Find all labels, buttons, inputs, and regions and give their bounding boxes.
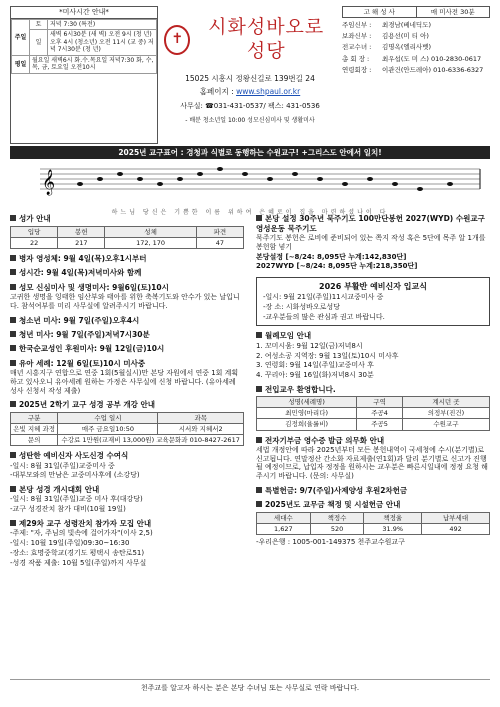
newcomer-header: 성명(세례명): [257, 397, 357, 408]
monthly-line: 2. 여성소공 지역장: 9월 13일(토)10시 미사후: [256, 351, 399, 360]
parish-logo-icon: ✝: [164, 25, 190, 55]
footer-contact: 천주교를 알고자 하시는 분은 본당 수녀님 또는 사무실로 연락 바랍니다.: [10, 679, 490, 693]
notice-text: 고귀한 생명을 잉태한 임산부와 태아를 위한 축복기도와 안수가 있는 날입니다. 참석여부를 미리 사무실에 알려주시기 바랍니다.: [10, 293, 240, 310]
burden-header: 세대수: [257, 512, 311, 523]
bible-cell: 시서와 지혜서2: [158, 423, 244, 434]
monthly-line: 4. 꾸리아: 9월 16일(화)저녁8시 30분: [256, 371, 374, 379]
newcomer-title: 전입교우 환영합니다.: [256, 385, 490, 394]
monthly-line: 1. 꼬미시움: 9월 12일(금)저녁8시: [256, 341, 363, 350]
catechumen-line: -교우분들의 많은 관심과 권고 바랍니다.: [263, 312, 385, 321]
burden-value: 492: [422, 523, 490, 534]
festival-title: 제29차 교구 성령잔치 참가자 모집 안내: [10, 519, 244, 528]
newcomer-cell: 의정부(진건): [402, 408, 489, 419]
newcomer-cell: 주공5: [357, 419, 403, 430]
mass-time-sun: 새벽 6시30분 (새 벽) 오전 9시 (청 년) 오후 4시 (청소년) 오전 11시 (교 중) 저녁 7시30분 (청 년): [48, 30, 157, 56]
hymn-value: 172, 170: [105, 237, 196, 248]
rosary-title: 본당 설정 30주년 묵주기도 100만단봉헌 2027(WYD) 수원교구 영성운동 묵주기도: [256, 214, 485, 233]
confession-label: 고 해 성 사: [343, 7, 417, 17]
parish-phones: 사무실: ☎031-431-0537/ 팩스: 431-0536: [180, 102, 320, 111]
catechumen-line: -장 소: 시화성바오로성당: [263, 302, 340, 311]
newcomer-cell: 김정희(율롤비): [257, 419, 357, 430]
staff-key: 보좌신부 :: [342, 32, 372, 41]
music-notation-icon: [10, 161, 490, 205]
mass-group-sunday: 주일: [12, 19, 30, 55]
parish-address: 15025 시흥시 정왕신길로 139번길 24: [185, 73, 315, 83]
newcomer-cell: 최민영(마리다): [257, 408, 357, 419]
monthly-line: 3. 연령회: 9월 14일(주일)교중미사 후: [256, 361, 374, 370]
staff-value: 김명옥(엘리사벳): [382, 43, 432, 52]
staff-value: 김용선(미 티 아): [382, 32, 429, 41]
mass-group-weekday: 평일: [12, 55, 30, 73]
monthly-title: 월례모임 안내: [256, 331, 490, 340]
diocese-slogan: 2025년 교구표어 : 경청과 식별로 동행하는 수원교구! +그리스도 안에서 일치!: [10, 146, 490, 159]
parish-name: 시화성바오로 성당: [208, 16, 325, 62]
bank-account: -우리은행 : 1005-001-149375 천주교수원교구: [256, 537, 405, 546]
bible-cell: 매주 금요일10:50: [58, 423, 158, 434]
hymn-lyrics: 하느님 당신은 기쁨한 이름 위하여 은혜로이 집을 마련하셨나이 다: [111, 209, 389, 217]
festival-line: -장소: 효명중학교(경기도 평택시 송탄로51): [10, 548, 145, 557]
catechumen-box: [256, 277, 490, 326]
special-collection: 특별헌금: 9/7(주일)사제양성 후원2차헌금: [256, 486, 490, 495]
rosary-text: 묵주기도 봉헌은 로비에 준비되어 있는 쪽지 작성 혹은 5단에 목주 알 1개를 봉헌함 넣기: [256, 234, 486, 251]
homepage-link[interactable]: www.shpaul.or.kr: [236, 86, 301, 96]
hymn-table: [10, 226, 244, 249]
bible-study-table: [10, 412, 244, 446]
rosary-count: 2027WYD [~8/24: 8,095단 누계:218,350단]: [256, 262, 418, 271]
burden-header: 책정수: [310, 512, 364, 523]
mass-day-sun: 일: [30, 30, 48, 56]
right-column: [250, 209, 490, 567]
bible-study-title: 2025년 2학기 교구 성경 공부 개강 안내: [10, 400, 244, 409]
festival-line: -성경 작품 제출: 10월 5일(주일)까지 사무실: [10, 558, 147, 567]
content-columns: [10, 209, 490, 567]
music-staff: [10, 161, 490, 217]
staff-key: 총 회 장 :: [342, 54, 370, 63]
burden-value: 31.9%: [364, 523, 422, 534]
contest-line: -교구 성경잔치 참가 대비(10월 19일): [10, 505, 126, 514]
header: [10, 6, 490, 144]
staff-key: 연령회장 :: [342, 65, 372, 74]
mass-time-weekday: 월요일 새벽6시 화.수.목요일 저녁7:30 화, 수, 목, 금, 토요일 오전10시: [30, 55, 157, 73]
burden-value: 1,627: [257, 523, 311, 534]
newcomer-cell: 주공4: [357, 408, 403, 419]
mass-table: [11, 19, 157, 74]
tax-text: 세법 개정안에 따라 2025년부터 모든 봉헌내역이 국세청에 수시(분기별)로 신고됩니다. 연말정산 간소화 자료제출(연1회)과 달리 분기별로 신고가 진행될 예정이므로, 납입자 정정을 원하시는 교우분은 빠른시일내에 정정 요청 해 주시기 바랍니다. (문의: 사무실): [256, 445, 488, 481]
staff-box: [342, 6, 490, 144]
homepage-label: 홈페이지 :: [199, 86, 234, 96]
hymn-header: 파견: [196, 226, 243, 237]
catechumen-line: -일시: 9월 21일(주일)11시교중미사 중: [263, 293, 384, 302]
staff-value: 이관건(안드레아) 010-6336-6327: [382, 65, 484, 74]
staff-value: 최우섭(도 미 스) 010-2830-0617: [382, 54, 482, 63]
hymn-header: 봉헌: [58, 226, 105, 237]
burden-value: 520: [310, 523, 364, 534]
hymn-header: 성체: [105, 226, 196, 237]
burden-title: 2025년도 교무금 책정 및 시설헌금 안내: [256, 500, 490, 509]
bible-cell: 문의: [11, 435, 58, 446]
burden-table: [256, 512, 490, 535]
festival-line: -주제: "자, 주님의 빛속에 걸어가자"(이사 2,5): [10, 529, 153, 538]
bible-header: 구분: [11, 412, 58, 423]
staff-value: 최경남(베네딕도): [382, 21, 432, 30]
staff-key: 전교수녀 :: [342, 43, 372, 52]
hymn-value: 22: [11, 237, 58, 248]
confession-time: 매 미사전 30분: [430, 8, 475, 16]
notice-item: 유아 세례: 12월 6일(토)10시 미사중: [10, 359, 244, 368]
rosary-count: 본당설정 [~8/24: 8,095단 누계:142,830단]: [256, 252, 407, 261]
creed-line: -일시: 8월 31일(주일)교중미사 중: [10, 461, 115, 470]
newcomer-cell: 수원교구: [402, 419, 489, 430]
header-notice: - 배분 청소년일 10:00 성모신심미사 및 생활미사: [185, 117, 315, 124]
hymn-guide-title: 성가 안내: [10, 214, 244, 223]
bible-cell: 은빛 지혜 과정: [11, 423, 58, 434]
notice-item: 성모 신심미사 및 생명미사: 9월6일(토)10시: [10, 283, 244, 292]
tax-title: 전자기부금 영수증 발급 의무화 안내: [256, 436, 490, 445]
notice-item: 병자 영성체: 9월 4일(목)오후1시부터: [10, 254, 244, 263]
bible-header: 과목: [158, 412, 244, 423]
hymn-header: 입당: [11, 226, 58, 237]
svg-text:𝄞: 𝄞: [42, 170, 56, 196]
mass-time-sat: 저녁 7:30 (특전): [48, 19, 157, 30]
bible-contest-title: 본당 성경 개시대회 안내: [10, 485, 244, 494]
creed-line: -대부모와의 만남은 교중미사후에 (소강당): [10, 471, 140, 480]
newcomer-header: 계시던 곳: [402, 397, 489, 408]
creed-title: 성탄한 예비신자 사도신경 수여식: [10, 451, 244, 460]
mass-schedule: [10, 6, 158, 144]
contest-line: -일시: 8월 31일(주일)교중 미사 후(대강당): [10, 495, 143, 504]
staff-key: 주임신부 :: [342, 21, 372, 30]
festival-line: -일시: 10월 19일(주일)09:30~16:30: [10, 539, 130, 547]
baptism-text: 매년 시흥지구 연합으로 연중 1회(5월실시)만 본당 자원에서 연중 1회 계획하고 있사오니 유아세례 원하는 가정은 사무실에 신청 바랍니다. (유아세례 성사 신청서 작성 제출): [10, 369, 239, 395]
left-column: [10, 209, 250, 567]
mass-title: *미사시간 안내*: [11, 7, 157, 19]
newcomer-header: 구역: [357, 397, 403, 408]
notice-item: 청소년 미사: 9월 7일(주일)오후4시: [10, 316, 244, 325]
bible-cell: 수강료 1만원(교재비 13,000원) 교육문화과 010-8427-2617: [58, 435, 244, 446]
burden-header: 납부세대: [422, 512, 490, 523]
bible-header: 수업 일시: [58, 412, 158, 423]
notice-item: 청년 미사: 9월 7일(주일)저녁7시30분: [10, 330, 244, 339]
notice-item: 한국순교성인 후원미사: 9월 12일(금)10시: [10, 344, 244, 353]
newcomer-table: [256, 396, 490, 430]
parish-info: [158, 6, 342, 144]
mass-day-sat: 토: [30, 19, 48, 30]
catechumen-title: 2026 부활반 예비신자 입교식: [319, 282, 427, 292]
notice-item: 성시간: 9월 4일(목)저녁미사와 함께: [10, 268, 244, 277]
burden-header: 책정율: [364, 512, 422, 523]
hymn-value: 217: [58, 237, 105, 248]
hymn-value: 47: [196, 237, 243, 248]
homepage-row: [164, 87, 336, 96]
